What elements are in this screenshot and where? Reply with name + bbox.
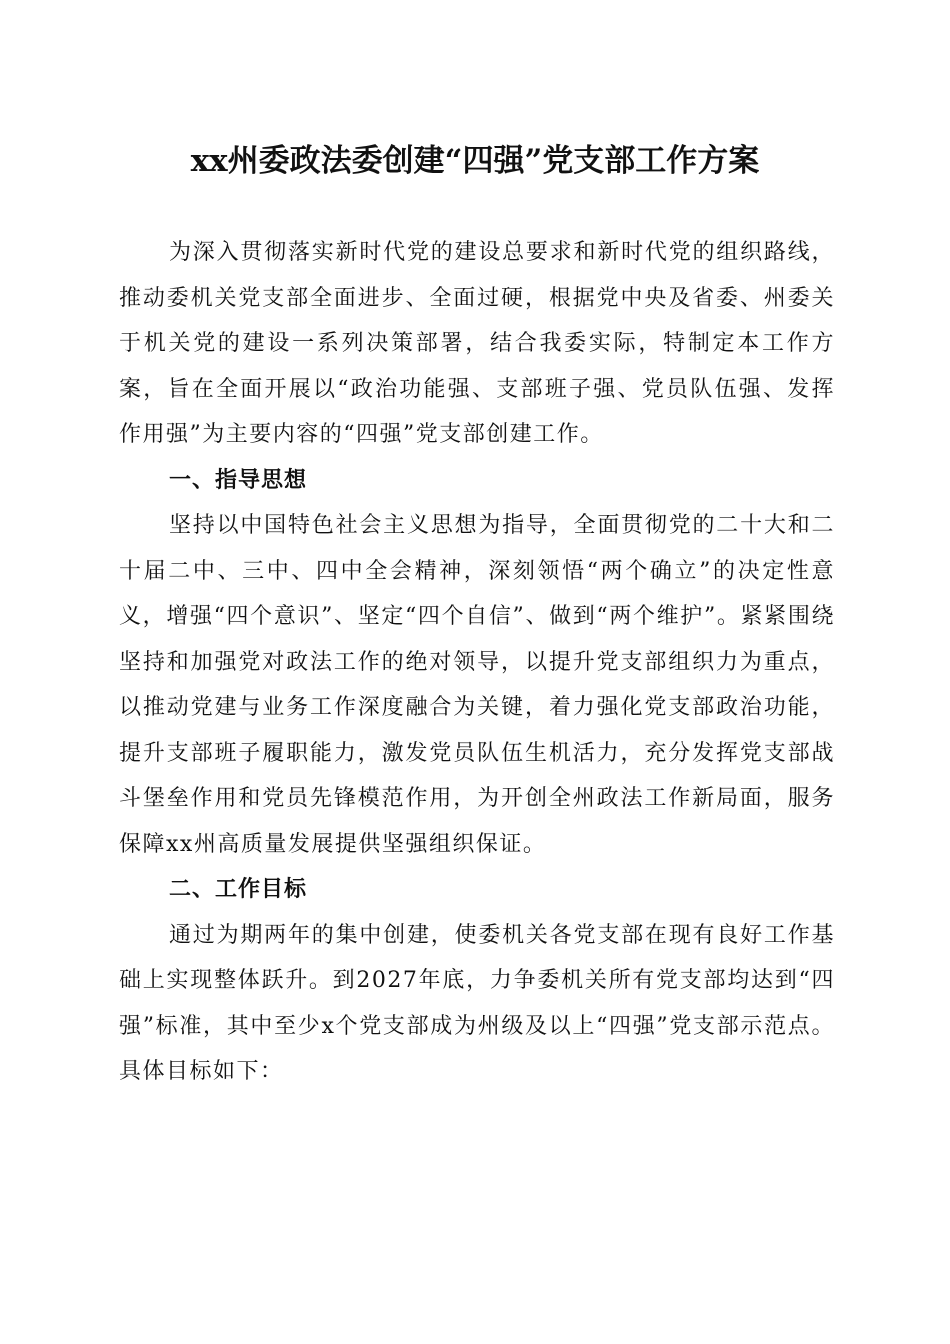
section-paragraph-guiding-ideology: 坚持以中国特色社会主义思想为指导，全面贯彻党的二十大和二十届二中、三中、四中全会精神，深刻领悟“两个确立”的决定性意义，增强“四个意识”、坚定“四个自信”、做到“两个维护”。紧紧围绕坚持和加强党对政法工作的绝对领导，以提升党支部组织力为重点，以推动党建与业务工作深度融合为关键，着力强化党支部政治功能，提升支部班子履职能力，激发党员队伍生机活力，充分发挥党支部战斗堡垒作用和党员先锋模范作用，为开创全州政法工作新局面，服务保障xx州高质量发展提供坚强组织保证。 <box>119 513 835 857</box>
section-heading-work-goals: 二、工作目标 <box>169 877 308 902</box>
intro-paragraph: 为深入贯彻落实新时代党的建设总要求和新时代党的组织路线，推动委机关党支部全面进步、全面过硬，根据党中央及省委、州委关于机关党的建设一系列决策部署，结合我委实际，特制定本工作方案，旨在全面开展以“政治功能强、支部班子强、党员队伍强、发挥作用强”为主要内容的“四强”党支部创建工作。 <box>119 240 835 447</box>
section-paragraph-work-goals: 通过为期两年的集中创建，使委机关各党支部在现有良好工作基础上实现整体跃升。到2027年底，力争委机关所有党支部均达到“四强”标准，其中至少x个党支部成为州级及以上“四强”党支部示范点。具体目标如下： <box>119 922 835 1084</box>
document-title: xx州委政法委创建“四强”党支部工作方案 <box>190 143 760 179</box>
document-body <box>119 230 835 1095</box>
section-heading-guiding-ideology: 一、指导思想 <box>169 467 308 493</box>
